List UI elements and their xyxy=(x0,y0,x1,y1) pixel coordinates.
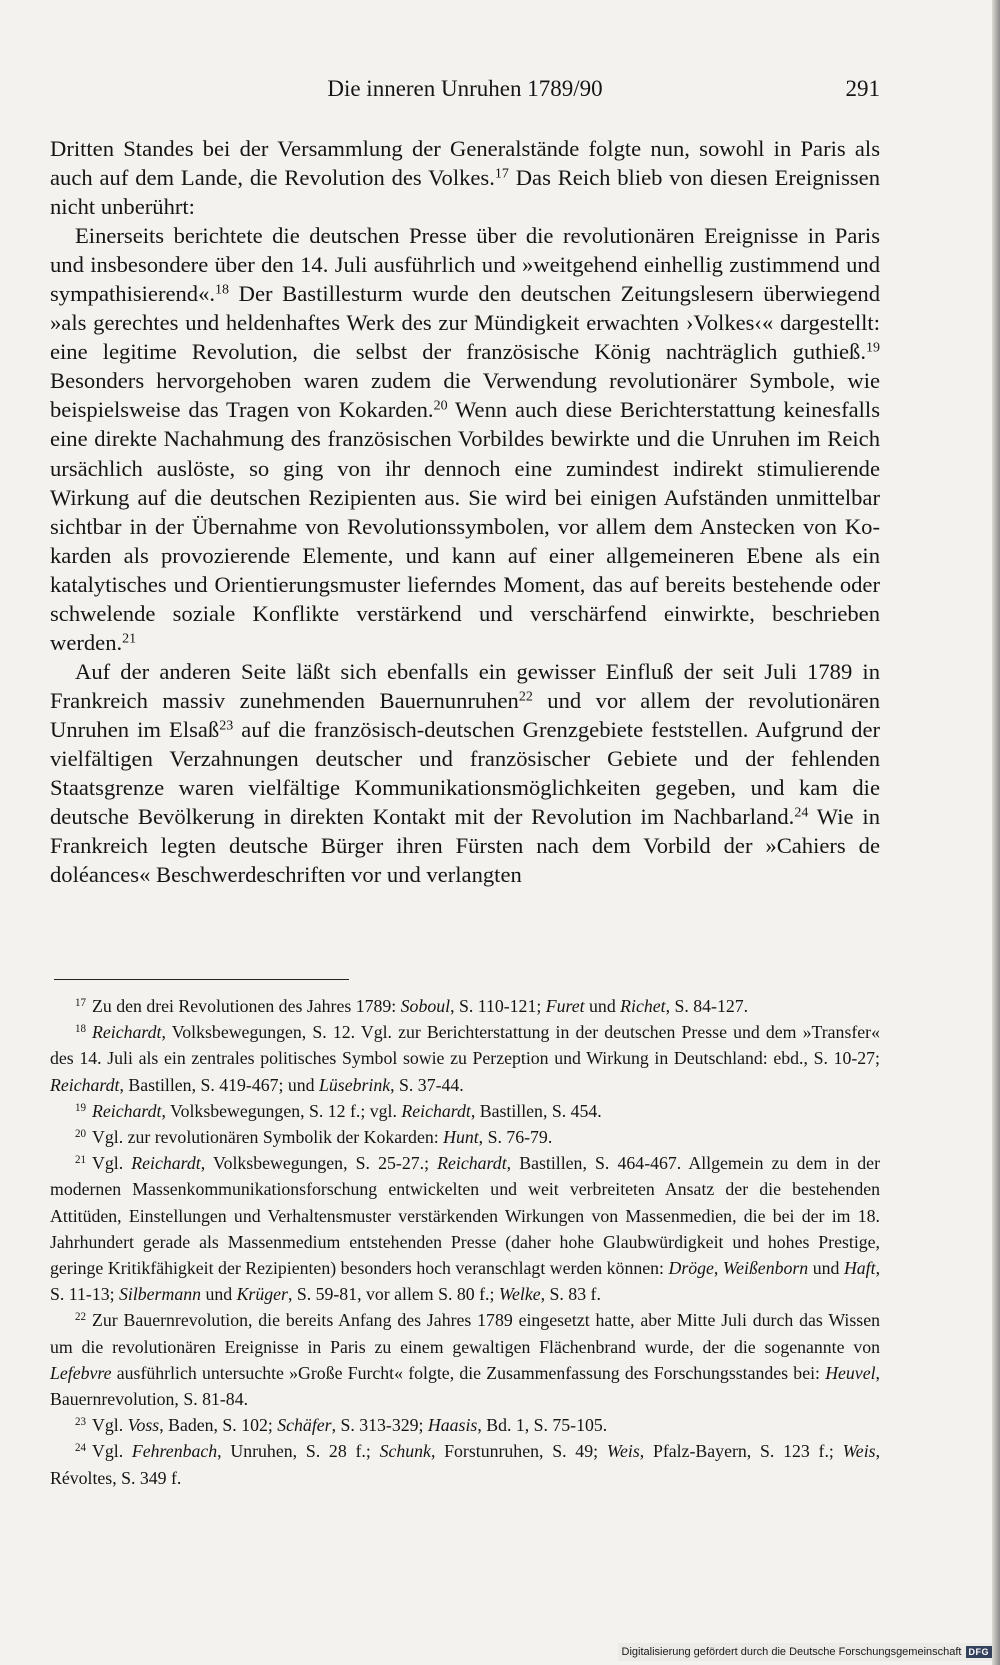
footnote-ref: 23 xyxy=(219,718,234,734)
footnote-20: $^{20}$ Vgl. zur revolutionären Symbolik der Kokarden: Hunt, S. 76-79. xyxy=(75,1127,553,1148)
footnote-ref: 20 xyxy=(433,398,448,414)
footnote-17: $^{17}$ Zu den drei Revolutionen des Jahres 1789: Soboul, S. 110-121; Furet und Richet, S. 84-127. xyxy=(75,996,749,1016)
main-text xyxy=(50,134,880,889)
page-edge-shadow xyxy=(992,0,1000,1665)
paragraph-1: Dritten Standes bei der Versammlung der Generalstände folgte nun, sowohl in Paris als auch auf dem Lande, die Revolution des Volkes.$^{17}$ Das Reich blieb von diesen Ereignissen nicht unberührt: xyxy=(50,136,880,220)
footnote-ref: 24 xyxy=(794,805,809,821)
dfg-logo: DFG xyxy=(966,1646,993,1658)
running-title: Die inneren Unruhen 1789/90 xyxy=(327,76,603,101)
footnote-ref: 17 xyxy=(494,166,509,182)
paragraph-2: Einerseits berichtete die deutschen Presse über die revolutionären Ereignisse in Paris und insbesondere über den 14. Juli ausführlich und »weitgehend einhellig zustimmend und sympathisierend«.$^{18}$ Der Bastillesturm wurde den deutschen Zeitungslesern überwiegend »als gerechtes und heldenhaftes Werk des zur Mündigkeit erwachten ›Volkes‹« dargestellt: eine legitime Revolution, die selbst der französische König nachträglich guthieß.$^{19}$ Besonders hervorgehoben waren zudem die Verwendung revolutionärer Symbole, wie beispielsweise das Tragen von Kokarden.$^{20}$ Wenn auch diese Berichterstattung keinesfalls eine direkte Nachahmung des französischen Vorbildes bewirkte und die Unruhen im Reich ursächlich auslöste, so ging von ihr dennoch eine zumindest indirekt stimulierende Wirkung auf die deutschen Rezipienten aus. Sie wird bei einigen Aufständen unmittelbar sichtbar in der Übernahme von Revolutionssymbolen, vor allem dem Anstecken von Kokarden als provozierende Elemente, und kann auf einer allgemeineren Ebene als ein katalytisches und Orientierungsmuster lieferndes Moment, das auf bereits bestehende oder schwelende soziale Konflikte verstärkend und verschärfend einwirkte, beschrieben werden.$^{21}$ xyxy=(50,223,880,655)
footnote-22: $^{22}$ Zur Bauernrevolution, die bereits Anfang des Jahres 1789 eingesetzt hatte, aber Mitte Juli durch das Wissen um die revolutionären Ereignisse in Paris zu einem gewaltigen Flächenbrand wurde, der die sogenannte von Lefebvre ausführlich untersuchte »Große Furcht« folgte, die Zusammenfassung des Forschungsstandes bei: Heuvel, Bauernrevolution, S. 81-84. xyxy=(50,1310,880,1410)
digitization-notice xyxy=(618,1643,992,1661)
footnotes xyxy=(50,993,880,1491)
footnote-ref: 21 xyxy=(122,631,137,647)
paragraph-3: Auf der anderen Seite läßt sich ebenfalls ein gewisser Einfluß der seit Juli 1789 in Frankreich massiv zunehmenden Bauernunruhen$^{22}$ und vor allem der revolutionären Unruhen im Elsaß$^{23}$ auf die französisch-deutschen Grenzgebiete feststellen. Aufgrund der vielfältigen Verzahnungen deutscher und französischer Gebiete und der fehlenden Staatsgrenze waren vielfältige Kommunikationsmöglichkeiten gegeben, und kam die deutsche Bevölkerung in direkten Kontakt mit der Revolution im Nachbarland.$^{24}$ Wie in Frankreich legten deutsche Bürger ihren Fürsten nach dem Vorbild der »Cahiers de doléances« Beschwerdeschriften vor und verlangten xyxy=(50,658,880,888)
footnote-ref: 22 xyxy=(518,689,533,705)
running-head xyxy=(50,76,880,110)
footnote-24: $^{24}$ Vgl. Fehrenbach, Unruhen, S. 28 f.; Schunk, Forstunruhen, S. 49; Weis, Pfalz-Bayern, S. 123 f.; Weis, Révoltes, S. 349 f. xyxy=(50,1441,881,1488)
footnote-21: $^{21}$ Vgl. Reichardt, Volksbewegungen, S. 25-27.; Reichardt, Bastillen, S. 464-467. Allgemein zu dem in der modernen Massenkommunikationsforschung entwickelten und weit verbreiteten Ansatz der die bestehenden Attitüden, Einstellungen und Verhaltensmuster verstärkenden Wirkungen von Massenmedien, die bei der im 18. Jahrhundert gerade als Massenmedium entstehenden Presse (daher hohe Glaubwürdigkeit und hohes Prestige, geringe Kritikfähigkeit der Rezipienten) besonders hoch veranschlagt werden können: Dröge, Weißenborn und Haft, S. 11-13; Silbermann und Krüger, S. 59-81, vor allem S. 80 f.; Welke, S. 83 f. xyxy=(50,1153,881,1305)
page-number: 291 xyxy=(845,76,880,101)
footnote-ref: 19 xyxy=(866,340,880,356)
footnote-ref: 18 xyxy=(215,282,230,298)
footnote-19: $^{19}$ Reichardt, Volksbewegungen, S. 12 f.; vgl. Reichardt, Bastillen, S. 454. xyxy=(75,1100,602,1121)
footnote-23: $^{23}$ Vgl. Voss, Baden, S. 102; Schäfer, S. 313-329; Haasis, Bd. 1, S. 75-105. xyxy=(75,1415,608,1436)
footnote-18: $^{18}$ Reichardt, Volksbewegungen, S. 12. Vgl. zur Berichterstattung in der deutschen Presse und dem »Transfer« des 14. Juli als ein zentrales politisches Symbol sowie zu Perzeption und Wirkung in Deutschland: ebd., S. 10-27; Reichardt, Bastillen, S. 419-467; und Lüsebrink, S. 37-44. xyxy=(50,1022,880,1095)
footnote-divider xyxy=(54,979,349,980)
digitization-text: Digitalisierung gefördert durch die Deutsche Forschungsgemeinschaft xyxy=(621,1646,962,1658)
